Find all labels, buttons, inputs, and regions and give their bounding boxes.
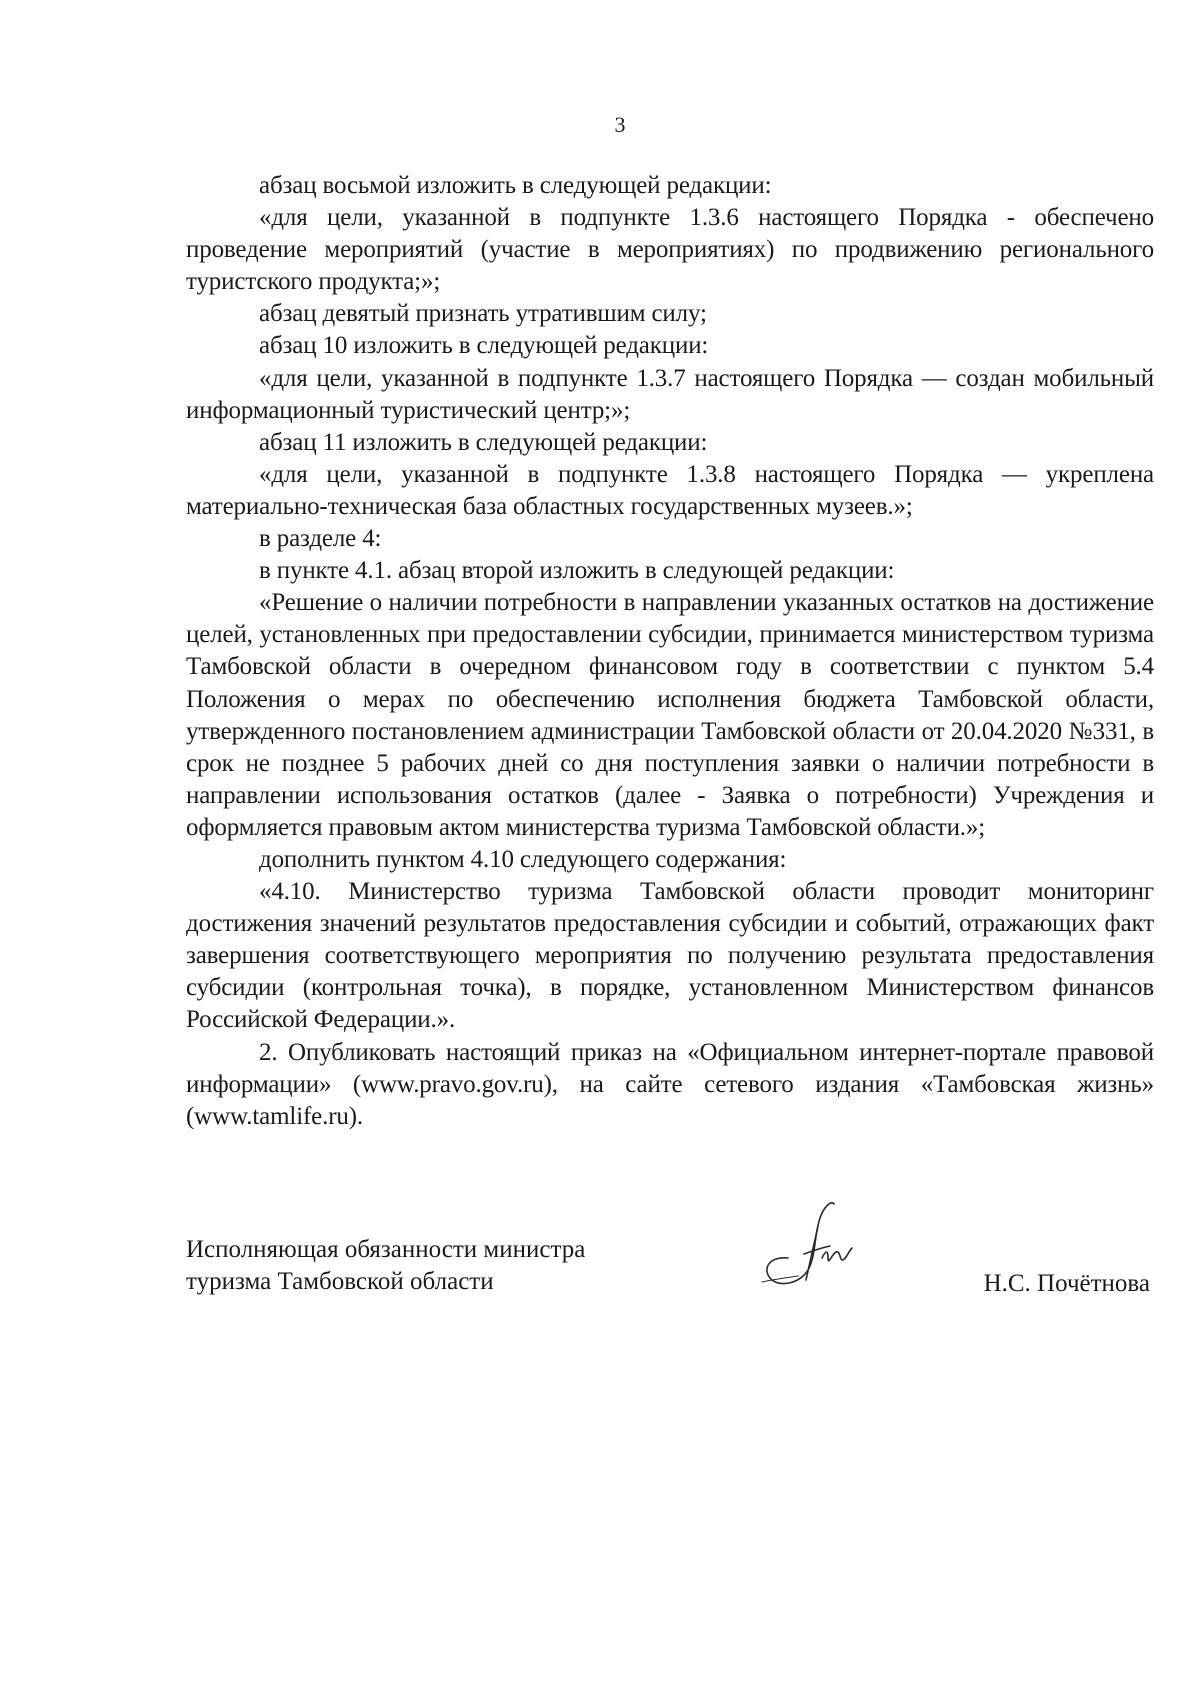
paragraph: 2. Опубликовать настоящий приказ на «Официальном интернет-портале правовой информации» (www.pravo.gov.ru), на сайте сетевого издания «Тамбовская жизнь» (www.tamlife.ru).	[186, 1038, 1154, 1130]
paragraph: «для цели, указанной в подпункте 1.3.8 настоящего Порядка — укреплена материально-техническая база областных государственных музеев.»;	[186, 460, 1154, 520]
document-body	[186, 170, 1154, 1133]
paragraph: абзац 10 изложить в следующей редакции:	[259, 332, 709, 360]
paragraph: дополнить пунктом 4.10 следующего содержания:	[259, 845, 787, 873]
paragraph: «Решение о наличии потребности в направлении указанных остатков на достижение целей, установленных при предоставлении субсидии, принимается министерством туризма Тамбовской области в очередном финансовом году в соответствии с пунктом 5.4 Положения о мерах по обеспечению исполнения бюджета Тамбовской области, утвержденного постановлением администрации Тамбовской области от 20.04.2020 №331, в срок не позднее 5 рабочих дней со дня поступления заявки о наличии потребности в направлении использования остатков (далее - Заявка о потребности) Учреждения и оформляется правовым актом министерства туризма Тамбовской области.»;	[186, 589, 1154, 841]
signer-title-line: туризма Тамбовской области	[186, 1268, 494, 1295]
paragraph: «для цели, указанной в подпункте 1.3.7 настоящего Порядка — создан мобильный информационный туристический центр;»;	[186, 364, 1154, 424]
paragraph: абзац 11 изложить в следующей редакции:	[259, 428, 708, 456]
paragraph: «для цели, указанной в подпункте 1.3.6 настоящего Порядка - обеспечено проведение мероприятий (участие в мероприятиях) по продвижению регионального туристского продукта;»;	[186, 204, 1154, 296]
paragraph: абзац девятый признать утратившим силу;	[259, 300, 707, 328]
handwritten-signature-icon	[748, 1196, 878, 1296]
page-number: 3	[614, 112, 626, 137]
signer-title	[186, 1234, 585, 1298]
paragraph: «4.10. Министерство туризма Тамбовской области проводит мониторинг достижения значений результатов предоставления субсидии и событий, отражающих факт завершения соответствующего мероприятия по получению результата предоставления субсидии (контрольная точка), в порядке, установленном Министерством финансов Российской Федерации.».	[186, 878, 1154, 1034]
signer-title-line: Исполняющая обязанности министра	[186, 1236, 586, 1263]
paragraph: в разделе 4:	[259, 525, 382, 553]
paragraph: абзац восьмой изложить в следующей редакции:	[259, 172, 772, 199]
paragraph: в пункте 4.1. абзац второй изложить в следующей редакции:	[259, 557, 895, 585]
signer-name: Н.С. Почётнова	[983, 1270, 1150, 1297]
signature-block	[186, 1230, 1154, 1330]
